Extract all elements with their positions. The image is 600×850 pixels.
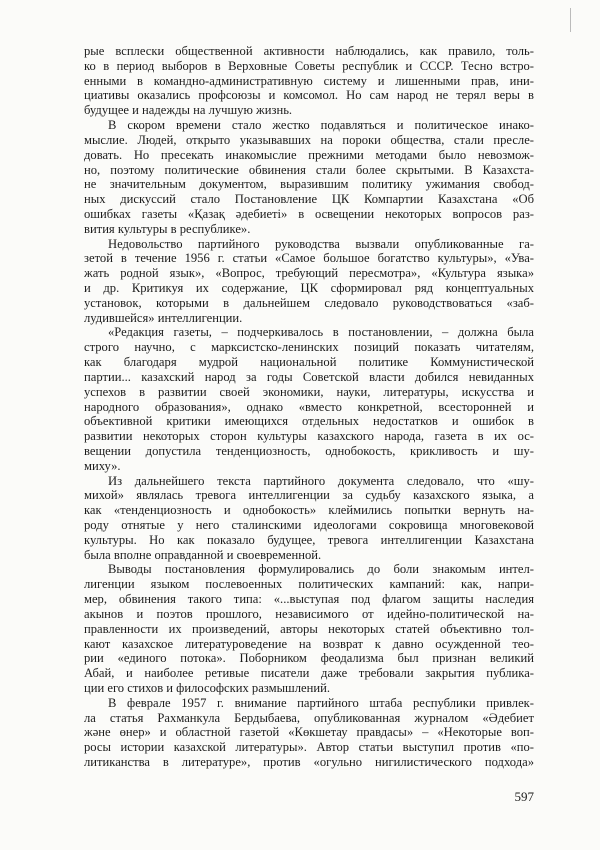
text-line: «Редакция газеты, – подчеркивалось в постановлении, – должна была	[108, 325, 534, 340]
text-line: михой» являлась тревога интеллигенции за судьбу казахского языка, а	[84, 488, 534, 503]
paragraph	[84, 474, 534, 563]
paragraph	[84, 237, 534, 326]
paragraph	[84, 118, 534, 237]
text-line: росы истории казахской литературы». Автор статьи выступил против «по-	[84, 740, 534, 755]
text-line: Из дальнейшего текста партийного документа следовало, что «шу-	[108, 473, 534, 488]
text-line: и др. Критикуя их содержание, ЦК сформировал ряд концептуальных	[84, 281, 534, 295]
paragraph	[84, 562, 534, 695]
text-line: В скором времени стало жестко подавляться и политическое инако-	[108, 118, 534, 133]
text-line: партии... казахский народ за годы Советской власти добился невиданных	[84, 369, 534, 384]
paragraph	[84, 44, 534, 118]
text-line: не значительным документом, выразившим политику ужимания свобод-	[84, 177, 534, 192]
text-line: правленности их произведений, авторы некоторых статей объективно тол-	[84, 621, 534, 636]
text-line: литиканства в литературе», против «огульно нигилистического подхода»	[84, 755, 534, 769]
text-line: рые всплески общественной активности наблюдались, как правило, толь-	[84, 44, 534, 58]
text-line: енными в командно-административную систему и лишенными прав, ини-	[84, 73, 534, 88]
text-line: Абай, и наиболее ретивые писатели даже требовали закрытия публика-	[84, 666, 534, 681]
paragraph	[84, 325, 534, 473]
text-line: Выводы постановления формулировались до боли знакомым интел-	[108, 562, 534, 577]
text-line: но, поэтому политические обвинения стали более скрытыми. В Казахста-	[84, 162, 534, 177]
text-line: миху».	[84, 458, 121, 473]
text-line: рии «единого потока». Поборником феодализма был признан великий	[84, 651, 534, 666]
text-line: вещении допустила тенденциозность, однобокость, крикливость и шу-	[84, 443, 534, 458]
text-line: лудившейся» интеллигенции.	[84, 310, 243, 325]
text-line: ции его стихов и философских размышлений.	[84, 680, 330, 695]
text-line: мыслие. Людей, открыто указывавших на пороки общества, стали пресле-	[84, 132, 534, 147]
text-line: успехов в развитии своей экономики, науки, литературы, искусства и	[84, 384, 534, 399]
document-body	[84, 44, 534, 770]
text-line: роду отнятые у него сталинскими идеологами сокровища многовековой	[84, 518, 534, 532]
scan-edge-mark	[570, 8, 571, 32]
text-line: была вполне оправданной и своевременной.	[84, 547, 322, 562]
text-line: будущее и надежды на лучшую жизнь.	[84, 103, 293, 118]
page-number: 597	[514, 789, 534, 804]
text-line: довать. Но пресекать инакомыслие прежними методами было невозмож-	[84, 147, 534, 162]
text-line: строго научно, с марксистско-ленинских позиций показать читателям,	[84, 340, 534, 355]
text-line: ко в период выборов в Верховные Советы республик и СССР. Тесно встро-	[84, 58, 534, 73]
paragraph	[84, 696, 534, 770]
text-line: акынов и поэтов прошлого, независимого от идейно-политической на-	[84, 606, 534, 621]
text-line: вития культуры в республике».	[84, 221, 251, 236]
text-line: народного образования», однако «вместо конкретной, всесторонней и	[84, 399, 534, 414]
text-line: ошибках газеты «Қазақ әдебиеті» в освещении некоторых вопросов раз-	[84, 206, 534, 221]
text-line: В феврале 1957 г. внимание партийного штаба республики привлек-	[108, 695, 534, 710]
text-line: және өнер» и областной газетой «Көкшетау правдасы» – «Некоторые воп-	[84, 725, 534, 740]
text-line: ла статья Рахманкула Бердыбаева, опубликованная журналом «Әдебиет	[84, 710, 534, 725]
text-line: мер, обвинения такого типа: «...выступая под флагом защиты наследия	[84, 592, 534, 607]
text-line: Недовольство партийного руководства вызвали опубликованные га-	[108, 236, 534, 251]
text-line: кают казахское литературоведение на возврат к давно осужденной тео-	[84, 636, 534, 651]
text-line: жать родной язык», «Вопрос, требующий пересмотра», «Культура языка»	[84, 266, 534, 281]
text-line: развитии некоторых сторон культуры казахского народа, газета в их ос-	[84, 429, 534, 444]
text-line: установок, которыми в дальнейшем следовало руководствоваться «заб-	[84, 295, 534, 310]
text-line: культуры. Но как показало будущее, тревога интеллигенции Казахстана	[84, 532, 534, 547]
text-line: как «тенденциозность и однобокость» клеймились попытки вернуть на-	[84, 503, 534, 518]
text-line: объективной критики имеющихся отдельных недостатков и ошибок в	[84, 414, 534, 429]
text-line: лигенции языком послевоенных политических кампаний: как, напри-	[84, 577, 534, 592]
text-line: как благодаря мудрой национальной политике Коммунистической	[84, 355, 534, 370]
text-line: ных дискуссий стало Постановление ЦК Компартии Казахстана «Об	[84, 192, 534, 207]
text-line: зетой в течение 1956 г. статьи «Самое большое богатство культуры», «Ува-	[84, 251, 534, 266]
text-line: циативы оказались профсоюзы и комсомол. Но сам народ не терял веры в	[84, 88, 534, 103]
